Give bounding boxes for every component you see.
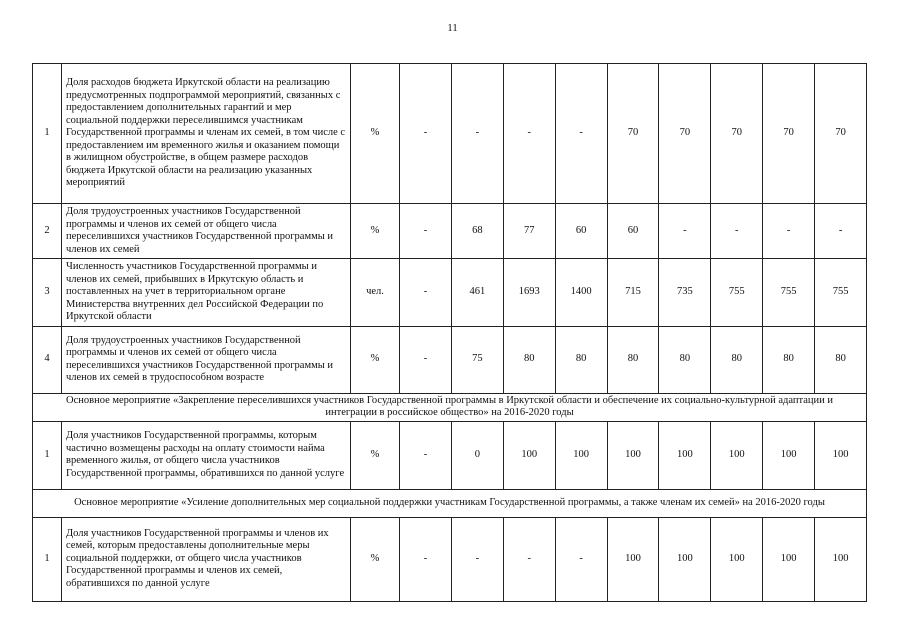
value-cell: 68	[451, 204, 503, 259]
table-row	[33, 326, 867, 393]
value-cell: -	[400, 204, 452, 259]
value-cell: 80	[503, 326, 555, 393]
value-cell: -	[555, 64, 607, 204]
value-cell: 100	[659, 421, 711, 489]
table-row	[33, 259, 867, 327]
row-number: 1	[33, 517, 62, 601]
indicator-description: Доля трудоустроенных участников Государственной программы и членов их семей от общего числа переселившихся участников Государственной программы и членов их семей в трудоспособном возрасте	[62, 326, 351, 393]
indicator-description: Доля участников Государственной программы и членов их семей, которым предоставлены дополнительные меры социальной поддержки, от общего числа участников Государственной программы и членов их семей, обратившихся по данной услуге	[62, 517, 351, 601]
table-row	[33, 421, 867, 489]
value-cell: 80	[815, 326, 867, 393]
value-cell: 100	[763, 421, 815, 489]
value-cell: 100	[607, 517, 659, 601]
value-cell: 461	[451, 259, 503, 327]
unit-cell: %	[351, 517, 400, 601]
value-cell: 70	[815, 64, 867, 204]
unit-cell: %	[351, 326, 400, 393]
indicator-description: Численность участников Государственной программы и членов их семей, прибывших в Иркутскую область и поставленных на учет в территориальном органе Министерства внутренних дел Российской Федерации по Иркутской области	[62, 259, 351, 327]
table-row	[33, 204, 867, 259]
value-cell: 70	[711, 64, 763, 204]
value-cell: 100	[659, 517, 711, 601]
value-cell: -	[451, 517, 503, 601]
value-cell: 80	[763, 326, 815, 393]
value-cell: 100	[815, 421, 867, 489]
value-cell: 100	[763, 517, 815, 601]
unit-cell: чел.	[351, 259, 400, 327]
value-cell: -	[503, 64, 555, 204]
unit-cell: %	[351, 421, 400, 489]
unit-cell: %	[351, 64, 400, 204]
value-cell: 100	[815, 517, 867, 601]
value-cell: 80	[659, 326, 711, 393]
value-cell: 1693	[503, 259, 555, 327]
row-number: 1	[33, 421, 62, 489]
value-cell: 80	[607, 326, 659, 393]
value-cell: 755	[815, 259, 867, 327]
value-cell: 80	[555, 326, 607, 393]
indicator-description: Доля расходов бюджета Иркутской области на реализацию предусмотренных подпрограммой мероприятий, связанных с предоставлением дополнительных гарантий и мер социальной поддержки переселившимся участникам Государственной программы и членам их семей, в том числе с предоставлением им временного жилья и оказанием помощи в жилищном обустройстве, в общем размере расходов бюджета Иркутской области на реализацию указанных мероприятий	[62, 64, 351, 204]
section-title: Основное мероприятие «Усиление дополнительных мер социальной поддержки участникам Государственной программы, а также членам их семей» на 2016-2020 годы	[33, 489, 867, 517]
value-cell: 70	[763, 64, 815, 204]
value-cell: -	[659, 204, 711, 259]
row-number: 4	[33, 326, 62, 393]
value-cell: -	[400, 259, 452, 327]
value-cell: -	[763, 204, 815, 259]
indicator-description: Доля участников Государственной программы, которым частично возмещены расходы на оплату стоимости найма временного жилья, от общего числа участников Государственной программы, обратившихся по данной услуге	[62, 421, 351, 489]
value-cell: -	[555, 517, 607, 601]
value-cell: 1400	[555, 259, 607, 327]
value-cell: -	[400, 517, 452, 601]
indicators-table	[32, 63, 867, 602]
value-cell: 735	[659, 259, 711, 327]
page-number: 11	[447, 22, 458, 34]
value-cell: 100	[711, 421, 763, 489]
value-cell: 77	[503, 204, 555, 259]
row-number: 2	[33, 204, 62, 259]
value-cell: 75	[451, 326, 503, 393]
value-cell: -	[400, 64, 452, 204]
value-cell: -	[503, 517, 555, 601]
value-cell: 100	[503, 421, 555, 489]
value-cell: 60	[555, 204, 607, 259]
value-cell: 0	[451, 421, 503, 489]
value-cell: 755	[763, 259, 815, 327]
row-number: 1	[33, 64, 62, 204]
value-cell: 715	[607, 259, 659, 327]
value-cell: 100	[711, 517, 763, 601]
section-title: Основное мероприятие «Закрепление переселившихся участников Государственной программы в Иркутской области и обеспечение их социально-культурной адаптации и интеграции в российское общество» на 2016-2020 годы	[33, 393, 867, 421]
table-row	[33, 517, 867, 601]
value-cell: 60	[607, 204, 659, 259]
value-cell: -	[815, 204, 867, 259]
value-cell: 100	[607, 421, 659, 489]
value-cell: -	[711, 204, 763, 259]
section-header-row	[33, 489, 867, 517]
value-cell: 70	[659, 64, 711, 204]
value-cell: -	[400, 326, 452, 393]
value-cell: 80	[711, 326, 763, 393]
row-number: 3	[33, 259, 62, 327]
indicator-description: Доля трудоустроенных участников Государственной программы и членов их семей от общего числа переселившихся участников Государственной программы и членов их семей	[62, 204, 351, 259]
value-cell: 100	[555, 421, 607, 489]
table-row	[33, 64, 867, 204]
value-cell: -	[400, 421, 452, 489]
section-header-row	[33, 393, 867, 421]
value-cell: 70	[607, 64, 659, 204]
unit-cell: %	[351, 204, 400, 259]
value-cell: 755	[711, 259, 763, 327]
value-cell: -	[451, 64, 503, 204]
